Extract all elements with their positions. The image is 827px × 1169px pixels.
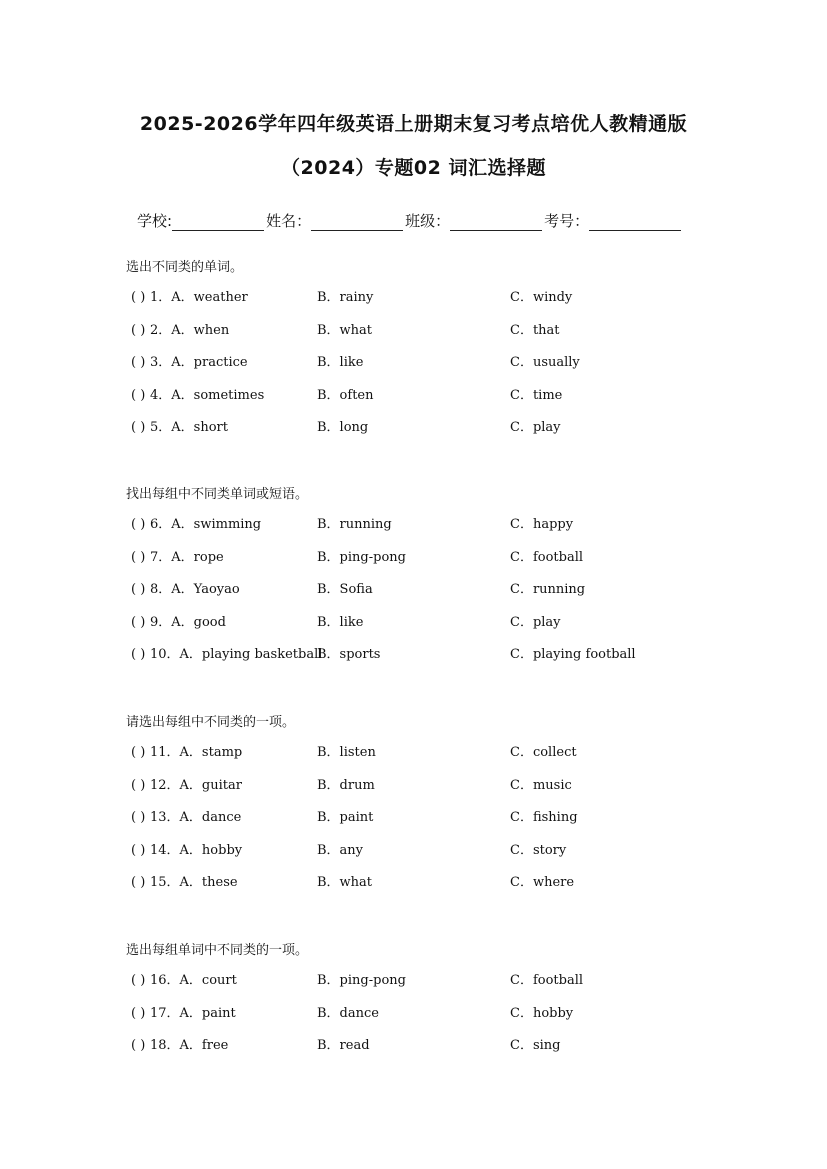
name-blank[interactable] [311,212,403,231]
question-row [126,515,746,548]
section-4 [126,940,746,1069]
class-blank[interactable] [450,212,542,231]
page-subtitle: （2024）专题02 词汇选择题 [281,157,546,179]
option-c: C．hobby [510,1005,574,1021]
answer-blank[interactable]: ( ) [131,647,146,662]
option-b: B．long [317,420,369,435]
answer-blank[interactable]: ( ) [131,420,146,435]
question-row [126,418,746,451]
option-b: B．like [317,355,364,370]
question-row [126,613,746,646]
school-blank[interactable] [172,212,264,231]
section-1 [126,257,746,451]
option-a: 15．A．these [150,875,238,890]
option-b: B．listen [317,745,376,760]
option-b: B．sports [317,647,381,662]
school-label: 学校: [137,212,173,230]
answer-blank[interactable]: ( ) [131,842,146,858]
option-c: C．running [510,582,586,597]
option-b: B．paint [317,810,374,825]
question-row [126,808,746,841]
option-b: B．ping-pong [317,549,406,565]
option-c: C．collect [510,745,577,760]
option-a: 9．A．good [150,614,226,630]
option-c: C．playing football [510,647,636,662]
section-instruction: 请选出每组中不同类的一项。 [126,715,296,730]
option-c: C．play [510,614,561,630]
exam-number-label: 考号： [544,212,590,230]
option-c: C．time [510,387,563,403]
option-c: C．music [510,777,572,793]
option-a: 3．A．practice [150,355,248,370]
answer-blank[interactable]: ( ) [131,745,146,760]
answer-blank[interactable]: ( ) [131,810,146,825]
answer-blank[interactable]: ( ) [131,290,146,305]
answer-blank[interactable]: ( ) [131,582,146,597]
option-a: 7．A．rope [150,549,224,565]
option-c: C．that [510,322,560,338]
option-a: 12．A．guitar [150,777,242,793]
answer-blank[interactable]: ( ) [131,973,146,988]
answer-blank[interactable]: ( ) [131,322,146,338]
option-b: B．ping-pong [317,973,406,988]
question-row [126,971,746,1004]
answer-blank[interactable]: ( ) [131,355,146,370]
option-b: B．Sofia [317,582,373,597]
option-a: 2．A．when [150,322,230,338]
option-a: 16．A．court [150,973,237,988]
option-c: C．football [510,973,584,988]
answer-blank[interactable]: ( ) [131,1005,146,1021]
question-row [126,645,746,678]
option-a: 4．A．sometimes [150,387,265,403]
question-row [126,841,746,874]
option-a: 14．A．hobby [150,842,243,858]
exam-number-blank[interactable] [589,212,681,231]
name-label: 姓名： [266,212,312,230]
option-c: C．sing [510,1038,561,1053]
question-row [126,548,746,581]
option-b: B．what [317,322,373,338]
option-b: B．running [317,517,392,532]
section-3 [126,712,746,906]
answer-blank[interactable]: ( ) [131,387,146,403]
option-c: C．football [510,549,584,565]
class-label: 班级： [405,212,451,230]
question-row [126,353,746,386]
page-title: 2025-2026学年四年级英语上册期末复习考点培优人教精通版 [139,113,688,135]
option-b: B．like [317,614,364,630]
option-a: 11．A．stamp [150,745,243,760]
section-instruction: 选出每组单词中不同类的一项。 [126,943,309,958]
option-c: C．happy [510,517,574,532]
student-info-row [137,209,683,231]
question-row [126,386,746,419]
option-c: C．usually [510,355,580,370]
answer-blank[interactable]: ( ) [131,614,146,630]
answer-blank[interactable]: ( ) [131,875,146,890]
answer-blank[interactable]: ( ) [131,549,146,565]
option-b: B．drum [317,777,375,793]
option-b: B．often [317,387,374,403]
option-c: C．windy [510,290,573,305]
answer-blank[interactable]: ( ) [131,1038,146,1053]
section-2 [126,484,746,678]
question-row [126,288,746,321]
question-row [126,776,746,809]
option-b: B．dance [317,1005,379,1021]
answer-blank[interactable]: ( ) [131,517,146,532]
option-a: 8．A．Yaoyao [150,582,240,597]
option-a: 17．A．paint [150,1005,236,1021]
question-row [126,873,746,906]
option-a: 13．A．dance [150,810,242,825]
question-row [126,580,746,613]
option-a: 18．A．free [150,1038,229,1053]
question-row [126,1004,746,1037]
option-b: B．rainy [317,290,374,305]
question-row [126,1036,746,1069]
option-c: C．play [510,420,561,435]
option-a: 5．A．short [150,420,228,435]
option-b: B．read [317,1038,370,1053]
section-instruction: 找出每组中不同类单词或短语。 [126,487,309,502]
answer-blank[interactable]: ( ) [131,777,146,793]
option-c: C．fishing [510,810,578,825]
option-b: B．what [317,875,373,890]
option-c: C．where [510,875,575,890]
option-a: 1．A．weather [150,290,248,305]
question-row [126,321,746,354]
question-row [126,743,746,776]
option-a: 10．A．playing basketball [150,647,323,662]
option-c: C．story [510,842,567,858]
section-instruction: 选出不同类的单词。 [126,260,244,275]
option-a: 6．A．swimming [150,517,262,532]
option-b: B．any [317,842,364,858]
